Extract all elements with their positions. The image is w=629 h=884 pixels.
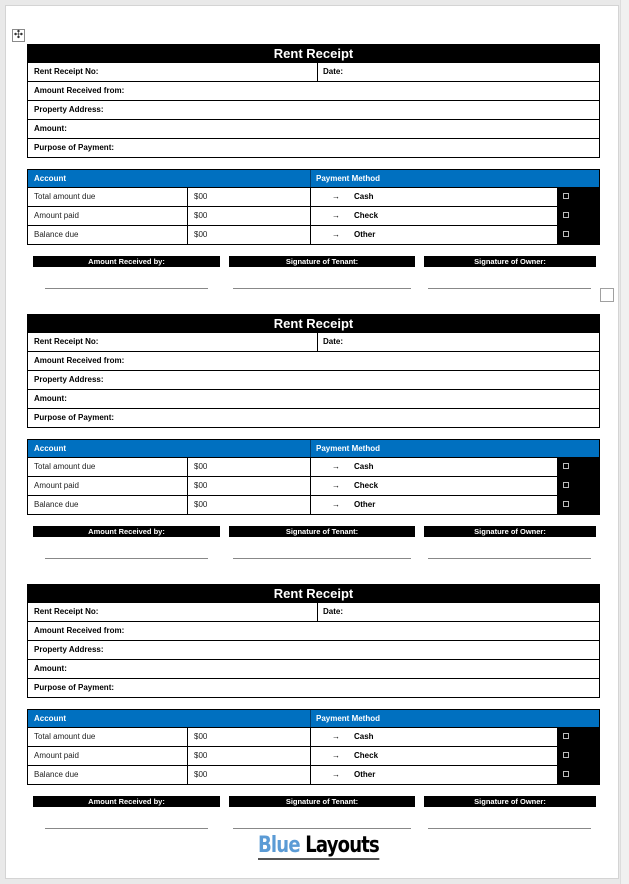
- property-address-field[interactable]: Property Address:: [34, 375, 104, 384]
- account-value[interactable]: $00: [188, 226, 311, 244]
- right-arrow-icon: →: [332, 211, 340, 220]
- purpose-of-payment-field[interactable]: Purpose of Payment:: [34, 413, 115, 422]
- payment-method-header: Payment Method: [316, 444, 381, 453]
- signature-of-owner-label: Signature of Owner:: [424, 256, 596, 267]
- amount-received-by-line[interactable]: [45, 558, 208, 559]
- info-row: [28, 370, 599, 389]
- right-arrow-icon: →: [332, 751, 340, 760]
- payment-method-label: Check: [354, 211, 379, 220]
- account-header-row: [28, 440, 599, 457]
- payment-method-option: [311, 226, 557, 244]
- blue-layouts-logo: [258, 834, 379, 860]
- payment-method-label: Check: [354, 481, 379, 490]
- receipt-no-row: [28, 63, 599, 81]
- receipt-title: Rent Receipt: [27, 584, 600, 603]
- rent-receipt-1: [27, 44, 600, 306]
- purpose-of-payment-field[interactable]: Purpose of Payment:: [34, 683, 115, 692]
- account-value[interactable]: $00: [188, 207, 311, 225]
- checkbox-cell: [557, 766, 599, 784]
- payment-method-option: [311, 728, 557, 746]
- owner-signature-line[interactable]: [428, 288, 591, 289]
- right-arrow-icon: →: [332, 732, 340, 741]
- account-row: [28, 457, 599, 476]
- payment-method-label: Check: [354, 751, 379, 760]
- payment-method-label: Other: [354, 500, 376, 509]
- account-row: [28, 187, 599, 206]
- account-header-row: [28, 170, 599, 187]
- amount-received-by-line[interactable]: [45, 288, 208, 289]
- amount-field[interactable]: Amount:: [34, 124, 67, 133]
- info-row: [28, 351, 599, 370]
- receipt-title: Rent Receipt: [27, 314, 600, 333]
- rent-receipt-2: [27, 314, 600, 576]
- account-row: [28, 225, 599, 244]
- table-resize-icon[interactable]: [600, 288, 614, 302]
- right-arrow-icon: →: [332, 192, 340, 201]
- receipt-no-row: [28, 603, 599, 621]
- right-arrow-icon: →: [332, 462, 340, 471]
- payment-method-header: Payment Method: [316, 174, 381, 183]
- date-field[interactable]: Date:: [323, 607, 344, 616]
- account-label: Total amount due: [28, 188, 188, 206]
- scrollbar[interactable]: [620, 0, 629, 884]
- checkbox-cell: [557, 496, 599, 514]
- receipt-no-field[interactable]: Rent Receipt No:: [28, 333, 318, 351]
- receipt-no-field[interactable]: Rent Receipt No:: [28, 603, 318, 621]
- payment-method-option: [311, 207, 557, 225]
- tenant-signature-line[interactable]: [233, 558, 411, 559]
- checkbox-icon[interactable]: [563, 193, 569, 199]
- amount-received-by-label: Amount Received by:: [33, 256, 220, 267]
- checkbox-cell: [557, 477, 599, 495]
- checkbox-icon[interactable]: [563, 733, 569, 739]
- info-row: [28, 119, 599, 138]
- info-row: [28, 659, 599, 678]
- account-row: [28, 765, 599, 784]
- date-field[interactable]: Date:: [323, 337, 344, 346]
- account-label: Balance due: [28, 226, 188, 244]
- account-payment-table: [27, 169, 600, 245]
- amount-received-by-label: Amount Received by:: [33, 526, 220, 537]
- receipt-no-field[interactable]: Rent Receipt No:: [28, 63, 318, 81]
- account-row: [28, 746, 599, 765]
- checkbox-icon[interactable]: [563, 212, 569, 218]
- account-row: [28, 206, 599, 225]
- payment-method-option: [311, 458, 557, 476]
- account-payment-table: [27, 709, 600, 785]
- receipt-no-row: [28, 333, 599, 351]
- account-header: Account: [28, 440, 311, 457]
- signature-of-tenant-label: Signature of Tenant:: [229, 796, 415, 807]
- account-value[interactable]: $00: [188, 747, 311, 765]
- checkbox-icon[interactable]: [563, 463, 569, 469]
- property-address-field[interactable]: Property Address:: [34, 645, 104, 654]
- account-value[interactable]: $00: [188, 766, 311, 784]
- owner-signature-line[interactable]: [428, 828, 591, 829]
- date-field[interactable]: Date:: [323, 67, 344, 76]
- logo-black-text: Layouts: [305, 833, 379, 858]
- account-value[interactable]: $00: [188, 477, 311, 495]
- payment-method-label: Cash: [354, 192, 374, 201]
- amount-field[interactable]: Amount:: [34, 394, 67, 403]
- account-header: Account: [28, 170, 311, 187]
- payment-method-label: Other: [354, 770, 376, 779]
- account-header-row: [28, 710, 599, 727]
- amount-received-by-label: Amount Received by:: [33, 796, 220, 807]
- account-label: Total amount due: [28, 458, 188, 476]
- payment-method-label: Cash: [354, 462, 374, 471]
- account-label: Amount paid: [28, 477, 188, 495]
- info-row: [28, 100, 599, 119]
- signature-of-owner-label: Signature of Owner:: [424, 526, 596, 537]
- receipt-info-table: [27, 333, 600, 428]
- checkbox-icon[interactable]: [563, 501, 569, 507]
- info-row: [28, 389, 599, 408]
- payment-method-label: Cash: [354, 732, 374, 741]
- account-value[interactable]: $00: [188, 496, 311, 514]
- checkbox-cell: [557, 728, 599, 746]
- checkbox-icon[interactable]: [563, 482, 569, 488]
- rent-receipt-3: [27, 584, 600, 846]
- checkbox-cell: [557, 226, 599, 244]
- checkbox-icon[interactable]: [563, 771, 569, 777]
- account-row: [28, 495, 599, 514]
- amount-field[interactable]: Amount:: [34, 664, 67, 673]
- signature-of-tenant-label: Signature of Tenant:: [229, 526, 415, 537]
- account-label: Amount paid: [28, 207, 188, 225]
- amount-received-by-line[interactable]: [45, 828, 208, 829]
- account-value[interactable]: $00: [188, 188, 311, 206]
- receipt-info-table: [27, 603, 600, 698]
- logo-blue-text: Blue: [258, 833, 300, 858]
- account-row: [28, 727, 599, 746]
- checkbox-icon[interactable]: [563, 231, 569, 237]
- payment-method-option: [311, 188, 557, 206]
- amount-received-from-field[interactable]: Amount Received from:: [34, 626, 125, 635]
- tenant-signature-line[interactable]: [233, 828, 411, 829]
- checkbox-icon[interactable]: [563, 752, 569, 758]
- purpose-of-payment-field[interactable]: Purpose of Payment:: [34, 143, 115, 152]
- info-row: [28, 138, 599, 157]
- payment-method-option: [311, 496, 557, 514]
- checkbox-cell: [557, 207, 599, 225]
- account-value[interactable]: $00: [188, 458, 311, 476]
- info-row: [28, 81, 599, 100]
- right-arrow-icon: →: [332, 230, 340, 239]
- account-label: Amount paid: [28, 747, 188, 765]
- property-address-field[interactable]: Property Address:: [34, 105, 104, 114]
- account-row: [28, 476, 599, 495]
- payment-method-label: Other: [354, 230, 376, 239]
- signature-section: [27, 526, 600, 576]
- payment-method-option: [311, 766, 557, 784]
- signature-of-tenant-label: Signature of Tenant:: [229, 256, 415, 267]
- account-value[interactable]: $00: [188, 728, 311, 746]
- right-arrow-icon: →: [332, 500, 340, 509]
- account-label: Balance due: [28, 766, 188, 784]
- tenant-signature-line[interactable]: [233, 288, 411, 289]
- payment-method-header: Payment Method: [316, 714, 381, 723]
- signature-of-owner-label: Signature of Owner:: [424, 796, 596, 807]
- payment-method-option: [311, 747, 557, 765]
- right-arrow-icon: →: [332, 481, 340, 490]
- info-row: [28, 621, 599, 640]
- account-label: Balance due: [28, 496, 188, 514]
- move-arrows-icon[interactable]: ✣: [13, 29, 24, 41]
- account-header: Account: [28, 710, 311, 727]
- checkbox-cell: [557, 747, 599, 765]
- right-arrow-icon: →: [332, 770, 340, 779]
- checkbox-cell: [557, 458, 599, 476]
- receipt-title: Rent Receipt: [27, 44, 600, 63]
- info-row: [28, 640, 599, 659]
- signature-section: [27, 256, 600, 306]
- account-payment-table: [27, 439, 600, 515]
- receipt-info-table: [27, 63, 600, 158]
- amount-received-from-field[interactable]: Amount Received from:: [34, 86, 125, 95]
- payment-method-option: [311, 477, 557, 495]
- info-row: [28, 408, 599, 427]
- account-label: Total amount due: [28, 728, 188, 746]
- amount-received-from-field[interactable]: Amount Received from:: [34, 356, 125, 365]
- owner-signature-line[interactable]: [428, 558, 591, 559]
- info-row: [28, 678, 599, 697]
- checkbox-cell: [557, 188, 599, 206]
